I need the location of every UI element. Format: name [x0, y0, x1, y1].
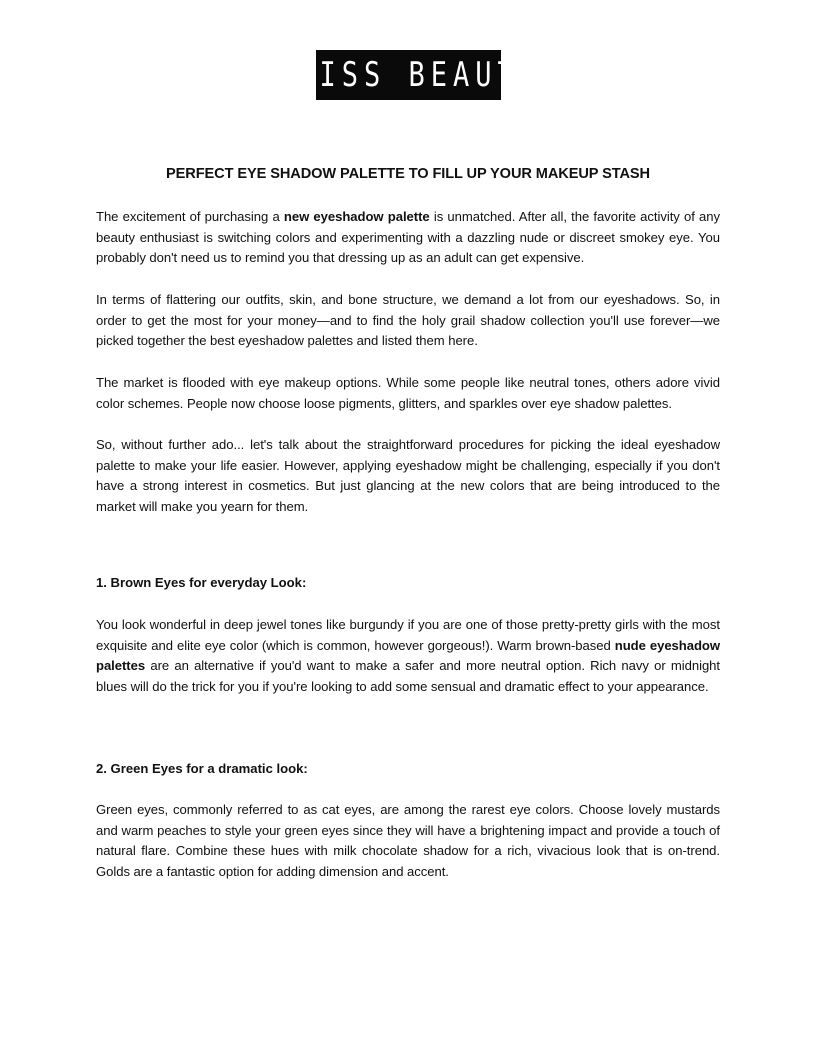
- brand-logo-text: SWISS BEAUTY: [274, 55, 543, 95]
- intro-paragraph: [96, 207, 720, 269]
- brand-logo: [274, 50, 543, 100]
- intro-text-start: The excitement of purchasing a: [96, 209, 284, 224]
- intro-bold-link-text: new eyeshadow palette: [283, 209, 430, 224]
- section-heading-green-eyes: 2. Green Eyes for a dramatic look:: [96, 761, 308, 776]
- section-heading-brown-eyes: 1. Brown Eyes for everyday Look:: [96, 575, 307, 590]
- paragraph-value: In terms of flattering our outfits, skin, and bone structure, we demand a lot from our eyeshadows. So, in order to get the most for your money—and to find the holy grail shadow collection you'll use forever—we picked together the best eyeshadow palettes and listed them here.: [96, 292, 720, 349]
- page-title: PERFECT EYE SHADOW PALETTE TO FILL UP YOUR MAKEUP STASH: [166, 166, 650, 182]
- paragraph-procedures: So, without further ado... let's talk about the straightforward procedures for picking the ideal eyeshadow palette to make your life easier. However, applying eyeshadow might be challenging, especially if you don't have a strong interest in cosmetics. But just glancing at the new colors that are being introduced to the market will make you yearn for them.: [96, 437, 720, 515]
- brown-eyes-bold-text: nude eyeshadow palettes: [96, 637, 720, 674]
- brown-eyes-text-start: You look wonderful in deep jewel tones like burgundy if you are one of those pretty-pretty girls with the most exquisite and elite eye color (which is common, however gorgeous!). Warm brown-based: [96, 617, 720, 653]
- section-body-brown-eyes: [96, 615, 720, 698]
- section-body-green-eyes: Green eyes, commonly referred to as cat eyes, are among the rarest eye colors. Choose lovely mustards and warm peaches to style your green eyes since they will have a brightening impact and provide a touch of natural flare. Combine these hues with milk chocolate shadow for a rich, vivacious look that is on-trend. Golds are a fantastic option for adding dimension and accent.: [96, 802, 720, 880]
- paragraph-market: The market is flooded with eye makeup options. While some people like neutral tones, others adore vivid color schemes. People now choose loose pigments, glitters, and sparkles over eye shadow palettes.: [96, 375, 720, 411]
- intro-text-end: is unmatched. After all, the favorite activity of any beauty enthusiast is switching colors and experimenting with a dazzling nude or discreet smokey eye. You probably don't need us to remind you that dressing up as an adult can get expensive.: [96, 209, 720, 266]
- brown-eyes-text-end: are an alternative if you'd want to make a safer and more neutral option. Rich navy or midnight blues will do the trick for you if you're looking to add some sensual and dramatic effect to your appearance.: [96, 658, 720, 695]
